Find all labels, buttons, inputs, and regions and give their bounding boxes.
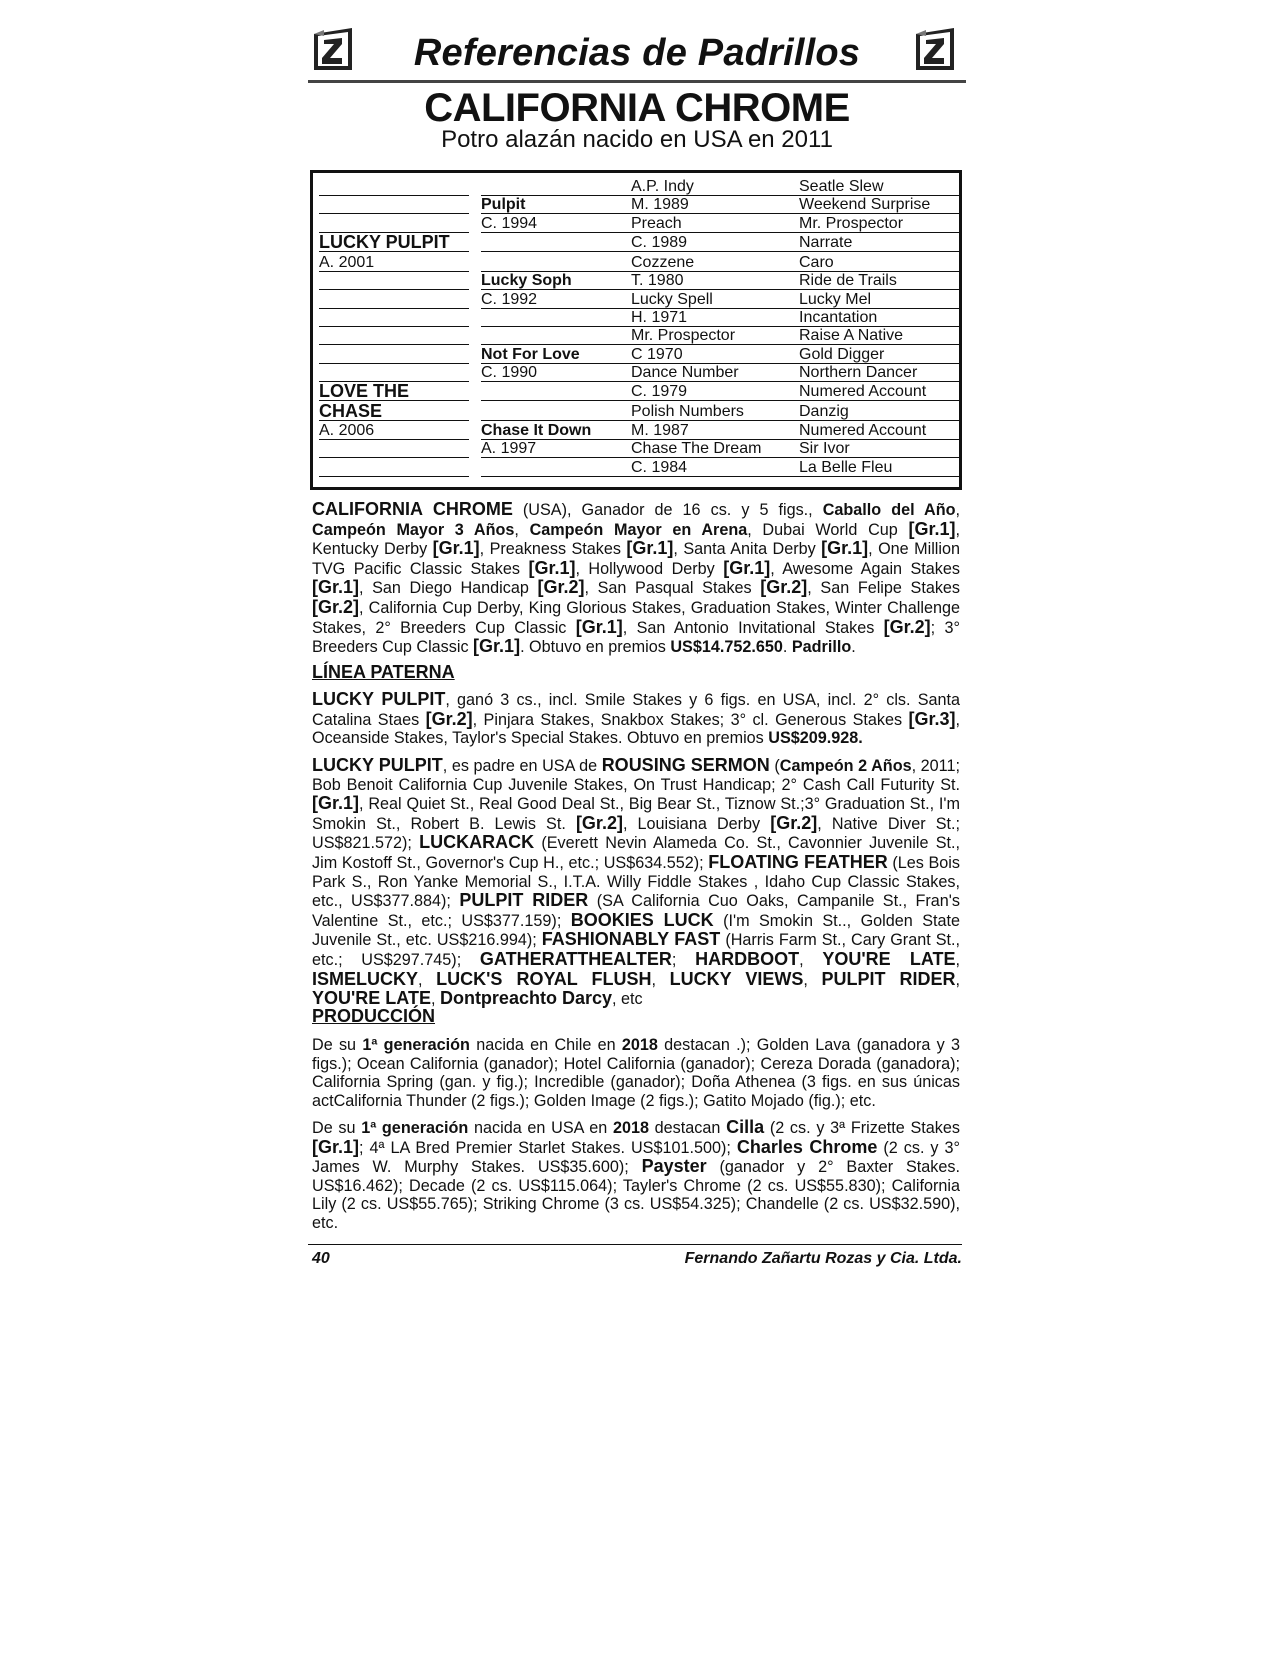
text: , California Cup Derby, King Glorious Stakes, Graduation Stakes, Winter Challenge Stakes, 2° Breeders Cup Classic	[312, 598, 960, 637]
grade-label: [Gr.2]	[760, 577, 808, 598]
pedigree-row	[319, 326, 953, 345]
pedigree-cell: Preach	[631, 215, 682, 232]
text: 1ª generación	[362, 1036, 470, 1054]
pedigree-cell: Dance Number	[631, 364, 739, 381]
horse-name-inline: Payster	[641, 1156, 707, 1177]
pedigree-cell: C 1970	[631, 346, 683, 363]
pedigree-row	[319, 214, 953, 233]
text: .	[851, 638, 856, 657]
horse-name-inline: FASHIONABLY FAST	[541, 929, 721, 950]
text: , Kentucky Derby	[312, 520, 960, 559]
pedigree-cell: A.P. Indy	[631, 178, 694, 195]
pedigree-cell: CHASE	[319, 401, 383, 421]
horse-name-inline: GATHERATTHEALTER	[479, 948, 672, 969]
text: , Real Quiet St., Real Good Deal St., Big Bear St., Tiznow St.;3° Graduation St., I'm Smokin St., Robert B. Lewis St.	[312, 795, 960, 833]
pedigree-rule	[481, 476, 631, 477]
text: Caballo del Año	[822, 501, 956, 519]
pedigree-cell: A. 1997	[481, 440, 537, 457]
pedigree-cell: Lucky Soph	[481, 272, 572, 289]
pedigree-cell: LUCKY PULPIT	[319, 232, 450, 252]
text: , Preakness Stakes	[479, 540, 627, 559]
horse-name-inline: FLOATING FEATHER	[708, 851, 888, 872]
pedigree-cell: Polish Numbers	[631, 403, 744, 420]
pedigree-rule	[631, 476, 799, 477]
text: ,	[514, 520, 530, 539]
horse-name-inline: Charles Chrome	[736, 1136, 878, 1157]
production-chile-paragraph	[312, 1036, 960, 1110]
text: ,	[430, 990, 440, 1009]
horse-name-inline: LUCKY PULPIT	[312, 689, 446, 709]
sire-paragraph	[312, 690, 960, 748]
grade-label: [Gr.2]	[575, 812, 623, 833]
horse-name-inline: LUCKY VIEWS	[669, 968, 804, 989]
text: , San Felipe Stakes	[807, 579, 961, 598]
text: destacan .); Golden Lava (ganadora y 3 figs.); Ocean California (ganador); Hotel California (ganador); Cereza Dorada (ganadora); California Spring (gan. y fig.); Incredible (ganador); Doña Athenea (3 figs. en sus únicas actCalifornia Thunder (2 figs.); Golden Image (2 figs.); Gatito Mojado (fig.); etc.	[312, 1036, 961, 1110]
text: , San Antonio Invitational Stakes	[622, 618, 884, 637]
grade-label: [Gr.1]	[312, 1136, 360, 1157]
horse-subtitle: Potro alazán nacido en USA en 2011	[441, 126, 833, 153]
horse-name-inline: Cilla	[726, 1117, 765, 1137]
text: , One Million TVG Pacific Classic Stakes	[312, 540, 960, 578]
text: (	[769, 757, 780, 775]
text: ,	[803, 970, 822, 989]
page-number: 40	[312, 1250, 330, 1267]
pedigree-cell: Incantation	[799, 309, 878, 326]
pedigree-row	[319, 253, 953, 272]
pedigree-row	[319, 421, 953, 440]
pedigree-cell: C. 1984	[631, 459, 688, 476]
text: ; 3° Breeders Cup Classic	[312, 618, 960, 657]
text: nacida en Chile en	[469, 1036, 622, 1054]
pedigree-cell: C. 1979	[631, 383, 688, 400]
horse-name-inline: PULPIT RIDER	[459, 890, 589, 911]
text: . Obtuvo en premios	[520, 638, 671, 657]
horse-name-inline: LUCKY PULPIT	[312, 755, 443, 775]
pedigree-cell: Seatle Slew	[799, 178, 884, 195]
text: 1ª generación	[361, 1119, 469, 1137]
pedigree-row	[319, 402, 953, 421]
pedigree-row	[319, 382, 953, 401]
text: (USA), Ganador de 16 cs. y 5 figs.,	[512, 501, 823, 519]
text: , 2011; Bob Benoit California Cup Juvenile Stakes, On Trust Handicap; 2° Cash Call Futurity St.	[312, 757, 960, 794]
text: ; 4ª LA Bred Premier Starlet Stakes. US$101.500);	[359, 1138, 737, 1157]
text: ,	[418, 970, 437, 989]
text: De su	[312, 1036, 363, 1054]
pedigree-cell: Northern Dancer	[799, 364, 918, 381]
horse-name-inline: CALIFORNIA CHROME	[312, 499, 513, 519]
text: US$14.752.650	[670, 638, 783, 657]
grade-label: [Gr.2]	[312, 596, 360, 617]
text: (SA California Cuo Oaks, Campanile St., Fran's Valentine St., etc.; US$377.159);	[312, 892, 960, 930]
pedigree-rule	[799, 251, 959, 252]
pedigree-cell: Chase The Dream	[631, 440, 762, 457]
pedigree-cell: Mr. Prospector	[799, 215, 904, 232]
text: , San Diego Handicap	[359, 579, 538, 598]
pedigree-rule	[481, 400, 631, 401]
text: .	[782, 638, 792, 657]
pedigree-cell: Mr. Prospector	[631, 327, 736, 344]
text: ,	[955, 950, 960, 969]
text: , Awesome Again Stakes	[770, 559, 960, 578]
text: , ganó 3 cs., incl. Smile Stakes y 6 figs. en USA, incl. 2° cls. Santa Catalina Staes	[312, 691, 960, 729]
pedigree-rule	[319, 476, 469, 477]
pedigree-cell: A. 2001	[319, 254, 375, 271]
pedigree-rule	[799, 476, 959, 477]
text: ,	[955, 501, 960, 519]
horse-name: CALIFORNIA CHROME	[424, 86, 850, 130]
text: Campeón 2 Años	[779, 757, 912, 775]
pedigree-cell: Narrate	[799, 234, 853, 251]
text: , Dubai World Cup	[747, 520, 909, 539]
text: US$209.928.	[768, 729, 863, 748]
text: ,	[955, 970, 961, 989]
pedigree-row	[319, 345, 953, 364]
pedigree-cell: Pulpit	[481, 196, 526, 213]
brand-logo-icon	[910, 24, 960, 74]
text: (Harris Farm St., Cary Grant St., etc.; US$297.745);	[312, 931, 961, 969]
summary-paragraph	[312, 500, 960, 657]
text: , es padre en USA de	[442, 757, 602, 775]
text: Campeón Mayor en Arena	[529, 520, 748, 539]
text: 2018	[612, 1119, 649, 1137]
grade-label: [Gr.2]	[425, 708, 473, 729]
pedigree-cell: Lucky Spell	[631, 291, 713, 308]
text: destacan	[648, 1119, 727, 1137]
pedigree-row	[319, 308, 953, 327]
pedigree-rule	[631, 400, 799, 401]
horse-name-inline: ISMELUCKY	[312, 968, 419, 989]
grade-label: [Gr.2]	[770, 812, 818, 833]
grade-label: [Gr.2]	[537, 577, 585, 598]
pedigree-row	[319, 363, 953, 382]
grade-label: [Gr.3]	[908, 708, 956, 729]
pedigree-row	[319, 233, 953, 252]
text: (Everett Nevin Alameda Co. St., Cavonnier Juvenile St., Jim Kostoff St., Governor's Cup H., etc.; US$634.552);	[312, 834, 960, 872]
text: , etc	[612, 990, 643, 1009]
grade-label: [Gr.1]	[312, 577, 360, 598]
grade-label: [Gr.1]	[575, 616, 623, 637]
grade-label: [Gr.1]	[908, 518, 956, 539]
pedigree-cell: Lucky Mel	[799, 291, 872, 308]
grade-label: [Gr.1]	[528, 557, 576, 578]
pedigree-cell: T. 1980	[631, 272, 684, 289]
text: , Pinjara Stakes, Snakbox Stakes; 3° cl. Generous Stakes	[472, 710, 909, 729]
pedigree-row	[319, 177, 953, 196]
pedigree-row	[319, 458, 953, 477]
pedigree-cell: M. 1987	[631, 422, 689, 439]
text: nacida en USA en	[468, 1119, 613, 1137]
pedigree-cell: Sir Ivor	[799, 440, 850, 457]
grade-label: [Gr.1]	[626, 538, 674, 559]
grade-label: [Gr.1]	[312, 793, 360, 814]
horse-name-inline: BOOKIES LUCK	[570, 909, 714, 930]
pedigree-cell: Weekend Surprise	[799, 196, 931, 213]
horse-name-inline: ROUSING SERMON	[601, 755, 770, 775]
pedigree-row	[319, 290, 953, 309]
horse-name-inline: LUCK'S ROYAL FLUSH	[436, 968, 652, 989]
pedigree-cell: Ride de Trails	[799, 272, 897, 289]
pedigree-row	[319, 195, 953, 214]
text: , Hollywood Derby	[575, 559, 724, 578]
text: (2 cs. y 3° James W. Murphy Stakes. US$35.600);	[312, 1138, 960, 1177]
section-heading-linea-paterna: LÍNEA PATERNA	[312, 662, 455, 682]
pedigree-row	[319, 271, 953, 290]
pedigree-cell: Numered Account	[799, 383, 927, 400]
horse-name-inline: Dontpreachto Darcy	[439, 988, 612, 1009]
production-usa-paragraph	[312, 1118, 960, 1233]
text: , Louisiana Derby	[622, 814, 771, 833]
text: , Native Diver St.; US$821.572);	[312, 814, 960, 853]
pedigree-table	[310, 170, 962, 490]
pedigree-cell: C. 1992	[481, 291, 538, 308]
text: , Santa Anita Derby	[673, 540, 822, 559]
pedigree-cell: C. 1989	[631, 234, 688, 251]
pedigree-cell: La Belle Fleu	[799, 459, 893, 476]
footer-divider	[308, 1244, 962, 1245]
section-heading-produccion: PRODUCCIÓN	[312, 1006, 436, 1026]
horse-name-inline: LUCKARACK	[419, 832, 535, 853]
sire-progeny-paragraph	[312, 756, 960, 1009]
text: (2 cs. y 3ª Frizette Stakes	[764, 1119, 960, 1137]
text: (Les Bois Park S., Ron Yanke Memorial S., I.T.A. Willy Fiddle Stakes , Idaho Cup Classic Stakes, etc., US$377.884);	[312, 853, 960, 911]
pedigree-cell: Caro	[799, 254, 834, 271]
pedigree-cell: LOVE THE	[319, 381, 410, 401]
pedigree-rule	[799, 400, 959, 401]
text: Campeón Mayor 3 Años	[312, 520, 515, 539]
pedigree-cell: M. 1989	[631, 196, 689, 213]
pedigree-cell: C. 1990	[481, 364, 538, 381]
pedigree-cell: Danzig	[799, 403, 849, 420]
text: ,	[651, 970, 670, 989]
grade-label: [Gr.1]	[821, 538, 869, 559]
text: ;	[671, 950, 696, 969]
text: Padrillo	[791, 638, 852, 657]
text: (ganador y 2° Baxter Stakes. US$16.462); Decade (2 cs. US$115.064); Tayler's Chrome (2 cs. US$55.830); California Lily (2 cs. US$55.765); Striking Chrome (3 cs. US$54.325); Chandelle (2 cs. US$32.590), etc.	[312, 1158, 960, 1232]
grade-label: [Gr.1]	[723, 557, 771, 578]
pedigree-cell: H. 1971	[631, 309, 688, 326]
header-divider	[308, 80, 966, 83]
text: , San Pasqual Stakes	[584, 579, 761, 598]
pedigree-cell: A. 2006	[319, 422, 375, 439]
pedigree-row	[319, 439, 953, 458]
page-header	[308, 20, 966, 82]
pedigree-cell: Not For Love	[481, 346, 580, 363]
text: De su	[312, 1119, 362, 1137]
horse-name-inline: YOU'RE LATE	[312, 988, 431, 1009]
footer-company: Fernando Zañartu Rozas y Cia. Ltda.	[684, 1250, 962, 1267]
pedigree-cell: C. 1994	[481, 215, 538, 232]
grade-label: [Gr.2]	[883, 616, 931, 637]
pedigree-rule	[631, 251, 799, 252]
horse-name-inline: HARDBOOT	[695, 948, 800, 969]
pedigree-cell: Chase It Down	[481, 422, 592, 439]
pedigree-cell: Numered Account	[799, 422, 927, 439]
header-title: Referencias de Padrillos	[413, 32, 861, 74]
text: , Oceanside Stakes, Taylor's Special Stakes. Obtuvo en premios	[312, 710, 960, 748]
text: ,	[799, 950, 823, 969]
pedigree-rule	[481, 251, 631, 252]
pedigree-cell: Cozzene	[631, 254, 695, 271]
text: 2018	[621, 1036, 658, 1054]
pedigree-cell: Raise A Native	[799, 327, 904, 344]
grade-label: [Gr.1]	[432, 538, 480, 559]
horse-name-inline: PULPIT RIDER	[821, 968, 956, 989]
grade-label: [Gr.1]	[473, 636, 521, 657]
horse-name-inline: YOU'RE LATE	[822, 948, 956, 969]
pedigree-cell: Gold Digger	[799, 346, 885, 363]
text: (I'm Smokin St.., Golden State Juvenile St., etc. US$216.994);	[312, 911, 960, 950]
